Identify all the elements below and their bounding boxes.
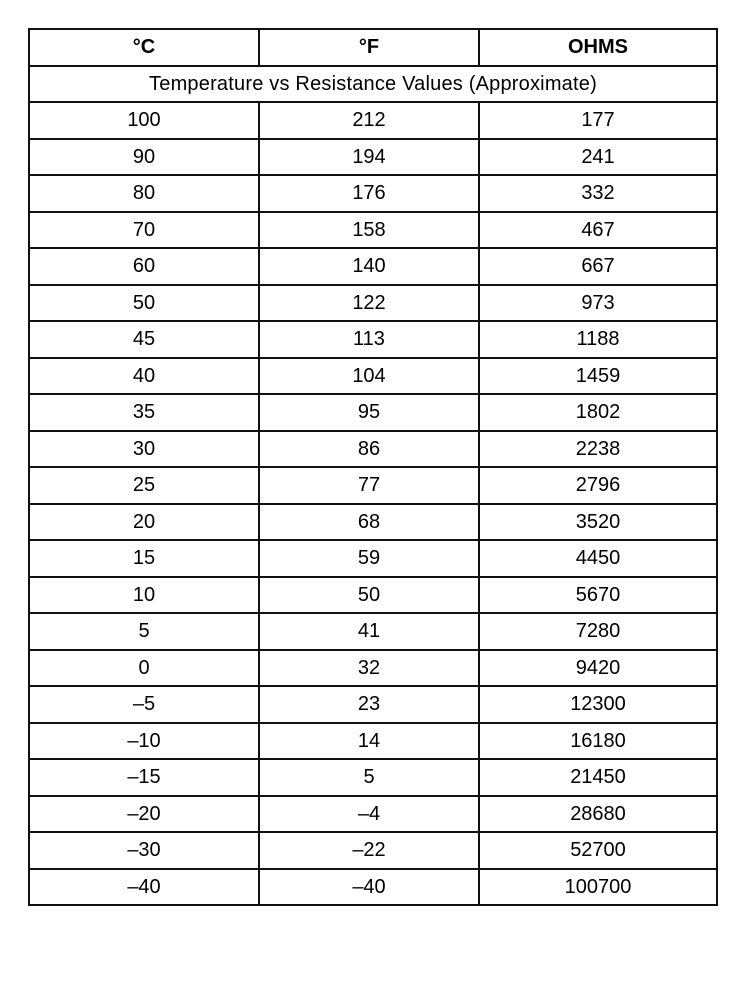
table-row — [29, 358, 717, 395]
table-row — [29, 504, 717, 541]
cell-ohms: 21450 — [479, 759, 717, 796]
header-fahrenheit: °F — [259, 29, 479, 66]
cell-celsius: 45 — [29, 321, 259, 358]
cell-fahrenheit: 41 — [259, 613, 479, 650]
cell-fahrenheit: 212 — [259, 102, 479, 139]
cell-celsius: 0 — [29, 650, 259, 687]
table-row — [29, 759, 717, 796]
cell-celsius: 50 — [29, 285, 259, 322]
table-row — [29, 212, 717, 249]
cell-ohms: 16180 — [479, 723, 717, 760]
cell-fahrenheit: 14 — [259, 723, 479, 760]
cell-fahrenheit: 113 — [259, 321, 479, 358]
table-row — [29, 650, 717, 687]
cell-ohms: 177 — [479, 102, 717, 139]
cell-celsius: –30 — [29, 832, 259, 869]
cell-ohms: 4450 — [479, 540, 717, 577]
cell-ohms: 667 — [479, 248, 717, 285]
cell-celsius: 40 — [29, 358, 259, 395]
cell-ohms: 241 — [479, 139, 717, 176]
cell-ohms: 28680 — [479, 796, 717, 833]
table-row — [29, 394, 717, 431]
cell-fahrenheit: 32 — [259, 650, 479, 687]
header-ohms: OHMS — [479, 29, 717, 66]
cell-fahrenheit: –22 — [259, 832, 479, 869]
table-body — [29, 102, 717, 905]
cell-celsius: 30 — [29, 431, 259, 468]
cell-celsius: –10 — [29, 723, 259, 760]
cell-ohms: 1802 — [479, 394, 717, 431]
temperature-resistance-document — [28, 28, 716, 906]
cell-celsius: 60 — [29, 248, 259, 285]
cell-ohms: 467 — [479, 212, 717, 249]
table-row — [29, 577, 717, 614]
table-row — [29, 175, 717, 212]
cell-celsius: 15 — [29, 540, 259, 577]
cell-ohms: 12300 — [479, 686, 717, 723]
table-row — [29, 139, 717, 176]
cell-fahrenheit: 77 — [259, 467, 479, 504]
table-row — [29, 686, 717, 723]
cell-celsius: 80 — [29, 175, 259, 212]
table-row — [29, 467, 717, 504]
cell-ohms: 973 — [479, 285, 717, 322]
cell-fahrenheit: 95 — [259, 394, 479, 431]
cell-ohms: 1188 — [479, 321, 717, 358]
table-row — [29, 796, 717, 833]
cell-fahrenheit: 176 — [259, 175, 479, 212]
cell-ohms: 332 — [479, 175, 717, 212]
cell-fahrenheit: 59 — [259, 540, 479, 577]
cell-fahrenheit: 86 — [259, 431, 479, 468]
temperature-resistance-table — [28, 28, 718, 906]
table-row — [29, 613, 717, 650]
cell-ohms: 1459 — [479, 358, 717, 395]
table-caption: Temperature vs Resistance Values (Approximate) — [29, 66, 717, 103]
cell-ohms: 3520 — [479, 504, 717, 541]
cell-fahrenheit: 68 — [259, 504, 479, 541]
cell-fahrenheit: –40 — [259, 869, 479, 906]
table-row — [29, 723, 717, 760]
table-row — [29, 540, 717, 577]
table-row — [29, 869, 717, 906]
table-row — [29, 102, 717, 139]
cell-celsius: –5 — [29, 686, 259, 723]
header-row — [29, 29, 717, 66]
table-row — [29, 431, 717, 468]
table-row — [29, 321, 717, 358]
cell-fahrenheit: 50 — [259, 577, 479, 614]
cell-ohms: 100700 — [479, 869, 717, 906]
cell-ohms: 52700 — [479, 832, 717, 869]
table-row — [29, 248, 717, 285]
cell-celsius: –15 — [29, 759, 259, 796]
cell-fahrenheit: 104 — [259, 358, 479, 395]
cell-celsius: 70 — [29, 212, 259, 249]
cell-ohms: 9420 — [479, 650, 717, 687]
cell-celsius: 10 — [29, 577, 259, 614]
header-celsius: °C — [29, 29, 259, 66]
caption-row — [29, 66, 717, 103]
cell-fahrenheit: 158 — [259, 212, 479, 249]
cell-celsius: –40 — [29, 869, 259, 906]
cell-ohms: 2238 — [479, 431, 717, 468]
cell-celsius: 100 — [29, 102, 259, 139]
cell-fahrenheit: 23 — [259, 686, 479, 723]
table-row — [29, 832, 717, 869]
cell-celsius: 25 — [29, 467, 259, 504]
cell-fahrenheit: 5 — [259, 759, 479, 796]
cell-celsius: –20 — [29, 796, 259, 833]
cell-fahrenheit: 122 — [259, 285, 479, 322]
cell-fahrenheit: 140 — [259, 248, 479, 285]
cell-ohms: 5670 — [479, 577, 717, 614]
cell-fahrenheit: 194 — [259, 139, 479, 176]
cell-celsius: 35 — [29, 394, 259, 431]
cell-celsius: 20 — [29, 504, 259, 541]
table-row — [29, 285, 717, 322]
cell-celsius: 90 — [29, 139, 259, 176]
cell-ohms: 2796 — [479, 467, 717, 504]
cell-ohms: 7280 — [479, 613, 717, 650]
cell-fahrenheit: –4 — [259, 796, 479, 833]
cell-celsius: 5 — [29, 613, 259, 650]
